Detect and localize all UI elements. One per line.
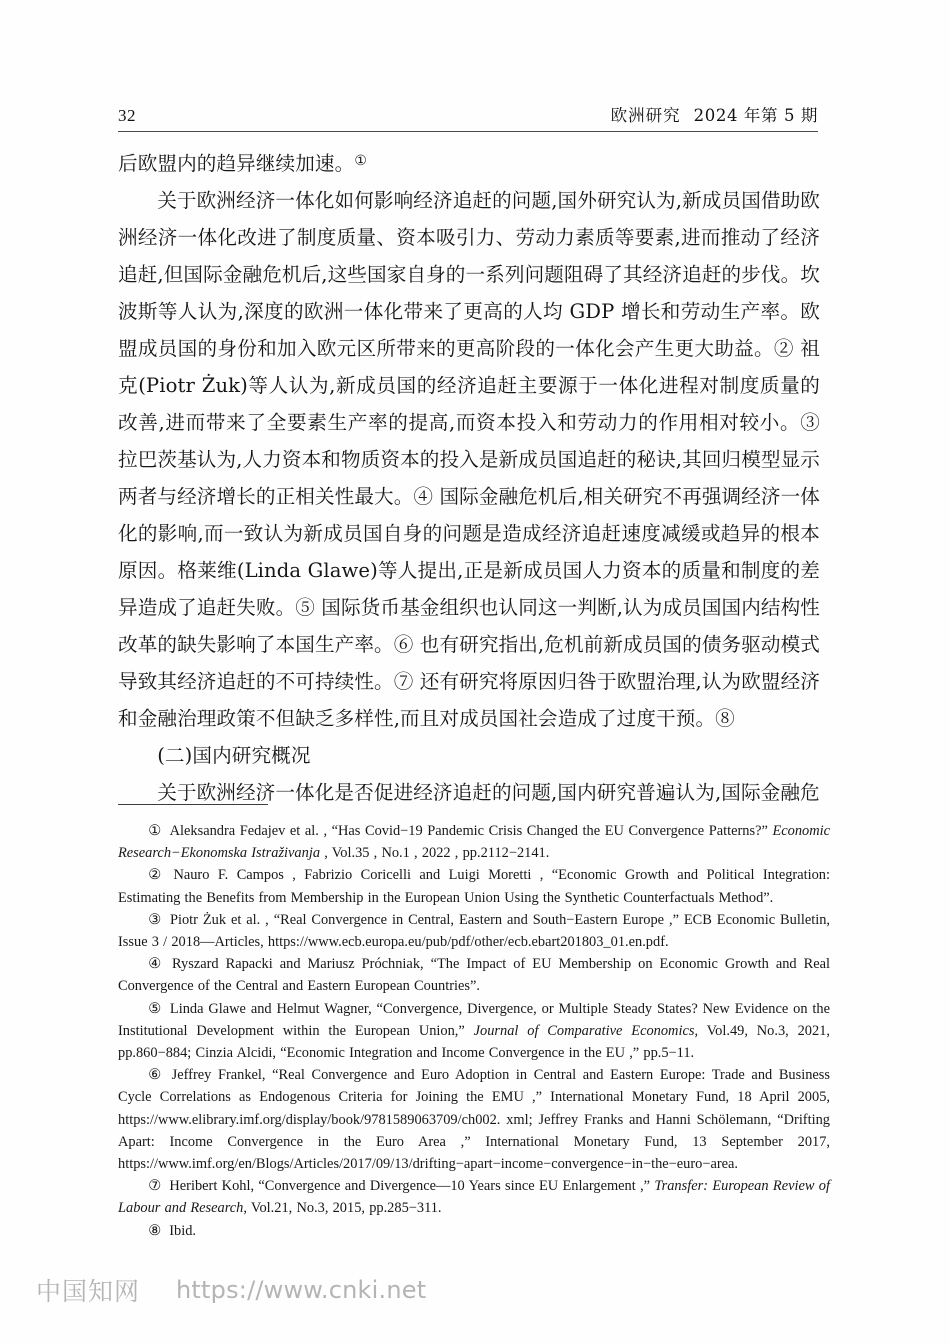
footnote-marker[interactable]: ⑤ <box>148 1000 162 1017</box>
footnote-text: Heribert Kohl, “Convergence and Divergence—10 Years since EU Enlargement ,” <box>169 1178 655 1195</box>
footnote-item <box>118 1220 830 1242</box>
footnote-text: , Vol.35 , No.1 , 2022 , pp.2112−2141. <box>320 845 550 862</box>
footnote-source-title: Economic Research−Ekonomska Istraživanja <box>118 823 831 862</box>
footnote-item <box>118 1064 830 1175</box>
footnote-item <box>118 1175 830 1219</box>
footnote-text: , Vol.21, No.3, 2015, pp.285−311. <box>243 1200 442 1217</box>
page-header <box>118 96 818 126</box>
footnote-text: Ryszard Rapacki and Mariusz Próchniak, “The Impact of EU Membership on Economic Growth and Real Convergence of the Central and Eastern European Countries”. <box>118 956 830 995</box>
footnote-marker[interactable]: ⑥ <box>148 1067 164 1084</box>
footnote-item <box>118 864 830 908</box>
footnote-separator <box>118 804 268 805</box>
footnote-text: Ibid. <box>169 1222 197 1239</box>
footnote-item <box>118 998 830 1065</box>
footnote-item <box>118 909 830 953</box>
footnote-marker[interactable]: ① <box>148 823 162 839</box>
footnote-marker[interactable]: ② <box>148 867 166 884</box>
footnote-list <box>118 820 830 1242</box>
paragraph-1 <box>118 143 820 182</box>
footnote-item <box>118 953 830 997</box>
body-text <box>118 143 820 811</box>
footnote-text: Aleksandra Fedajev et al. , “Has Covid−19 Pandemic Crisis Changed the EU Convergence Patterns?” <box>169 823 773 839</box>
footnote-ref-1[interactable]: ① <box>354 153 367 169</box>
paragraph-2: 关于欧洲经济一体化如何影响经济追赶的问题,国外研究认为,新成员国借助欧洲经济一体化改进了制度质量、资本吸引力、劳动力素质等要素,进而推动了经济追赶,但国际金融危机后,这些国家自身的一系列问题阻碍了其经济追赶的步伐。坎波斯等人认为,深度的欧洲一体化带来了更高的人均 GDP 增长和劳动生产率。欧盟成员国的身份和加入欧元区所带来的更高阶段的一体化会产生更大助益。② 祖克(Piotr Żuk)等人认为,新成员国的经济追赶主要源于一体化进程对制度质量的改善,进而带来了全要素生产率的提高,而资本投入和劳动力的作用相对较小。③ 拉巴茨基认为,人力资本和物质资本的投入是新成员国追赶的秘诀,其回归模型显示两者与经济增长的正相关性最大。④ 国际金融危机后,相关研究不再强调经济一体化的影响,而一致认为新成员国自身的问题是造成经济追赶速度减缓或趋异的根本原因。格莱维(Linda Glawe)等人提出,正是新成员国人力资本的质量和制度的差异造成了追赶失败。⑤ 国际货币基金组织也认同这一判断,认为成员国国内结构性改革的缺失影响了本国生产率。⑥ 也有研究指出,危机前新成员国的债务驱动模式导致其经济追赶的不可持续性。⑦ 还有研究将原因归咎于欧盟治理,认为欧盟经济和金融治理政策不但缺乏多样性,而且对成员国社会造成了过度干预。⑧ <box>118 189 820 730</box>
footnote-marker[interactable]: ⑦ <box>148 1178 162 1195</box>
watermark-url: https://www.cnki.net <box>176 1276 427 1304</box>
footnote-item <box>118 820 830 864</box>
page-number: 32 <box>118 106 136 125</box>
paragraph-4: 关于欧洲经济一体化是否促进经济追赶的问题,国内研究普遍认为,国际金融危 <box>157 781 820 804</box>
header-rule <box>118 131 818 132</box>
journal-title: 欧洲研究 <box>610 106 681 125</box>
footnote-text: Linda Glawe and Helmut Wagner, “Convergence, Divergence, or Multiple Steady States? New Evidence on the Institutional Development within the European Union,” <box>118 1000 830 1039</box>
cnki-watermark <box>36 1272 426 1308</box>
paragraph-1-text: 后欧盟内的趋异继续加速。 <box>118 152 355 175</box>
footnote-text: Piotr Żuk et al. , “Real Convergence in Central, Eastern and South−Eastern Europe ,” ECB Economic Bulletin, Issue 3 / 2018—Articles, https://www.ecb.europa.eu/pub/pdf/other/ecb.ebart201803_01.en.pdf. <box>118 911 831 951</box>
issue-label: 2024 年第 5 期 <box>693 106 818 125</box>
section-heading-2: (二)国内研究概况 <box>157 744 311 767</box>
footnote-marker[interactable]: ③ <box>148 911 162 928</box>
watermark-name: 中国知网 <box>36 1277 141 1306</box>
journal-issue-line <box>611 102 818 126</box>
footnote-source-title: Transfer: European Review of Labour and Research <box>118 1178 831 1217</box>
footnote-marker[interactable]: ④ <box>148 956 165 973</box>
footnote-source-title: Journal of Comparative Economics <box>473 1022 695 1039</box>
footnote-text: , Vol.49, No.3, 2021, pp.860−884; Cinzia Alcidi, “Economic Integration and Income Convergence in the EU ,” pp.5−11. <box>118 1022 830 1062</box>
footnote-text: Jeffrey Frankel, “Real Convergence and Euro Adoption in Central and Eastern Europe: Trade and Business Cycle Correlations as Endogenous Criteria for Joining the EMU ,” International Monetary Fund, 18 April 2005, https://www.elibrary.imf.org/display/book/9781589063709/ch002. xml; Jeffrey Franks and Hanni Schölemann, “Drifting Apart: Income Convergence in the Euro Area ,” International Monetary Fund, 13 September 2017, https://www.imf.org/en/Blogs/Articles/2017/09/13/drifting−apart−income−convergence−in−the−euro−area. <box>118 1067 830 1173</box>
footnote-marker[interactable]: ⑧ <box>148 1222 162 1239</box>
footnote-text: Nauro F. Campos , Fabrizio Coricelli and Luigi Moretti , “Economic Growth and Political Integration: Estimating the Benefits from Membership in the European Union Using the Synthetic Counterfactuals Method”. <box>118 867 831 906</box>
